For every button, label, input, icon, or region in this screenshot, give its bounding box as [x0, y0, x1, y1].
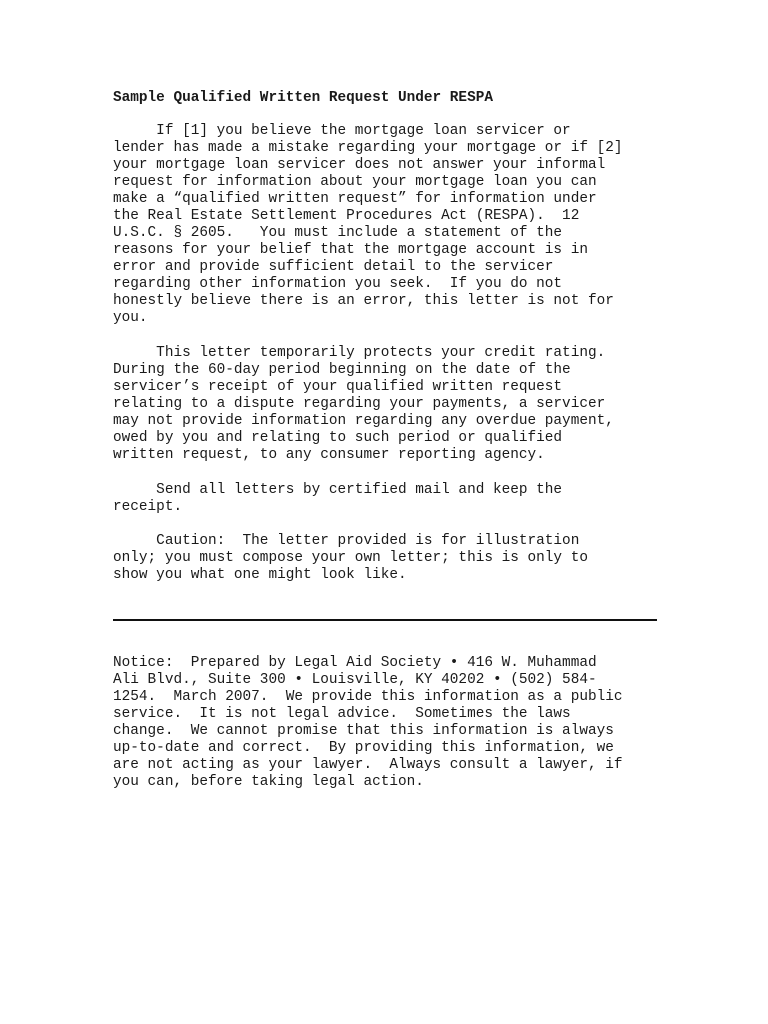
document-title: Sample Qualified Written Request Under RESPA	[113, 90, 493, 106]
paragraph-caution: Caution: The letter provided is for illustration only; you must compose your own letter; this is only to show you what one might look like.	[113, 533, 588, 583]
paragraph-qualified-request: If [1] you believe the mortgage loan servicer or lender has made a mistake regarding your mortgage or if [2] your mortgage loan servicer does not answer your informal request for information about your mortgage loan you can make a “qualified written request” for information under the Real Estate Settlement Procedures Act (RESPA). 12 U.S.C. § 2605. You must include a statement of the reasons for your belief that the mortgage account is in error and provide sufficient detail to the servicer regarding other information you seek. If you do not honestly believe there is an error, this letter is not for you.	[113, 123, 623, 326]
legal-notice: Notice: Prepared by Legal Aid Society • 416 W. Muhammad Ali Blvd., Suite 300 • Louisville, KY 40202 • (502) 584- 1254. March 2007. We provide this information as a public service. It is not legal advice. Sometimes the laws change. We cannot promise that this information is always up-to-date and correct. By providing this information, we are not acting as your lawyer. Always consult a lawyer, if you can, before taking legal action.	[113, 655, 623, 790]
horizontal-divider	[113, 619, 657, 621]
paragraph-credit-protection: This letter temporarily protects your credit rating. During the 60-day period beginning on the date of the servicer’s receipt of your qualified written request relating to a dispute regarding your payments, a servicer may not provide information regarding any overdue payment, owed by you and relating to such period or qualified written request, to any consumer reporting agency.	[113, 345, 614, 463]
paragraph-certified-mail: Send all letters by certified mail and keep the receipt.	[113, 482, 563, 515]
